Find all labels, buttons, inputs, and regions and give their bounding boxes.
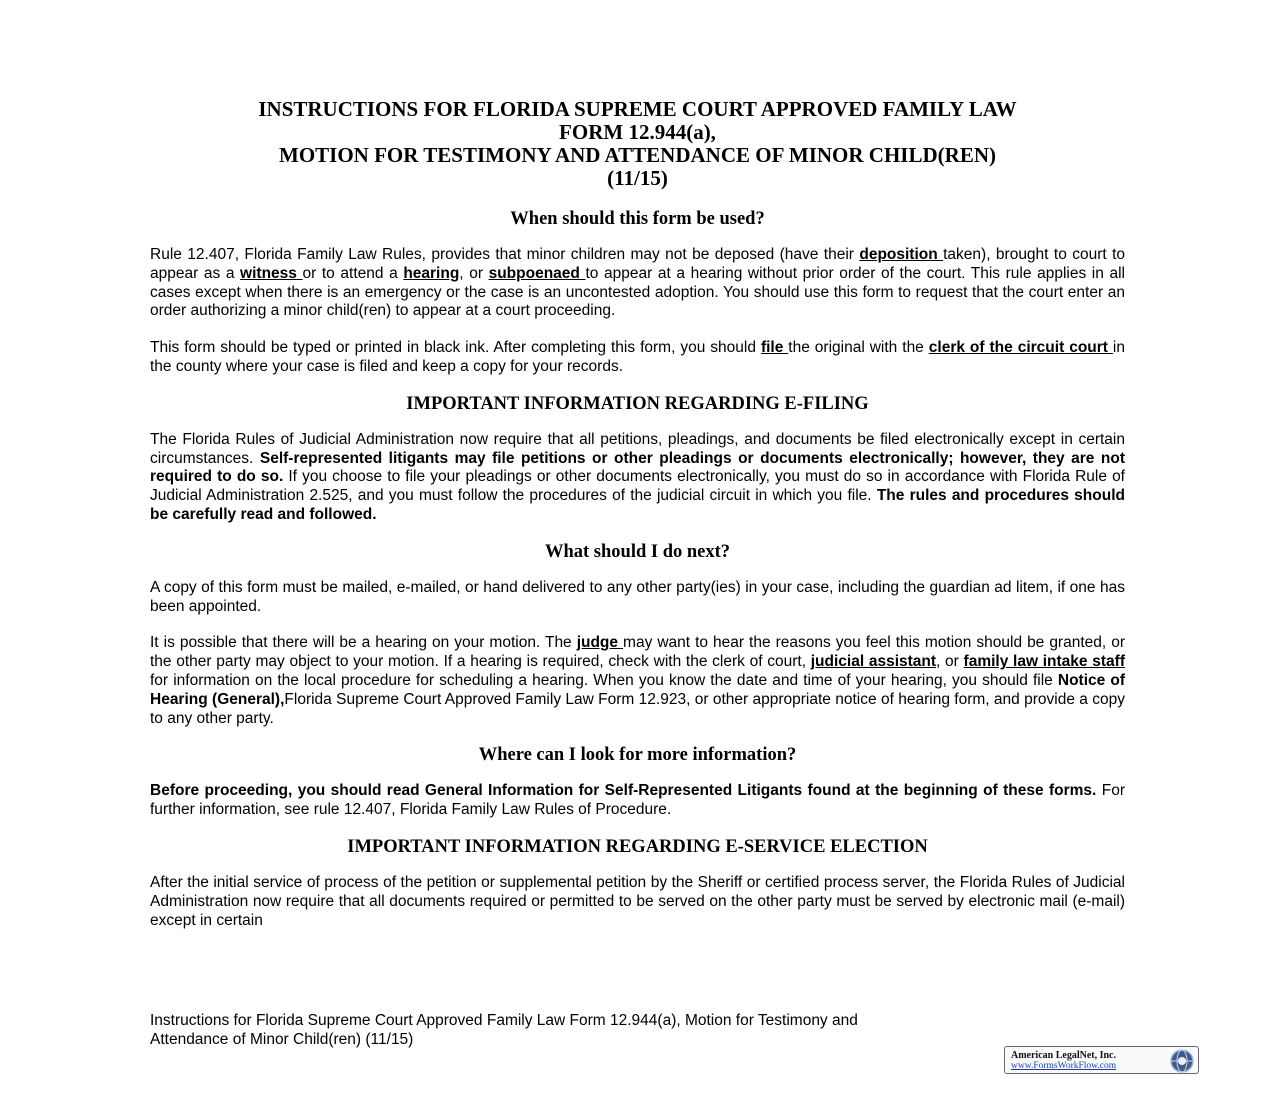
link-judicial-assistant[interactable]: judicial assistant [810,653,937,671]
page-footer [150,1012,1125,1050]
paragraph-e-service: After the initial service of process of the petition or supplemental petition by the Sheriff or certified process server, the Florida Rules of Judicial Administration now require that all documents required or permitted to be served on the other party must be served by electronic mail (e-mail) except in certain [150,873,1125,929]
heading-e-filing: IMPORTANT INFORMATION REGARDING E-FILING [406,393,869,414]
heading-what-next: What should I do next? [544,541,731,562]
heading-more-information: Where can I look for more information? [478,745,797,766]
footer-line-1: Instructions for Florida Supreme Court Approved Family Law Form 12.944(a), Motion for Testimony and [150,1012,858,1029]
link-witness[interactable]: witness [240,264,303,282]
american-legalnet-badge[interactable] [1004,1046,1199,1074]
heading-when-used: When should this form be used? [510,209,765,229]
link-file[interactable]: file [760,339,789,357]
badge-company-name: American LegalNet, Inc. [1011,1050,1116,1061]
globe-logo-icon [1169,1048,1195,1074]
paragraph-rule-12-407: Rule 12.407, Florida Family Law Rules, provides that minor children may not be deposed (have their deposition taken), brought to court to appear as a witness or to attend a hearing, or subpoenaed to appear at a hearing without prior order of the court. This rule applies in all cases except when there is an emergency or the case is an uncontested adoption. You should use this form to request that the court enter an order authorizing a minor child(ren) to appear at a court proceeding. [150,246,1125,320]
paragraph-e-filing: The Florida Rules of Judicial Administration now require that all petitions, pleadings, and documents be filed electronically except in certain circumstances. Self-represented litigants may file petitions or other pleadings or documents electronically; however, they are not required to do so. If you choose to file your pleadings or other documents electronically, you must do so in accordance with Florida Rule of Judicial Administration 2.525, and you must follow the procedures of the judicial circuit in which you file. The rules and procedures should be carefully read and followed. [150,430,1125,523]
link-subpoenaed[interactable]: subpoenaed [488,264,586,282]
document-title [150,98,1125,190]
link-deposition[interactable]: deposition [859,246,944,263]
paragraph-hearing: It is possible that there will be a hearing on your motion. The judge may want to hear the reasons you feel this motion should be granted, or the other party may object to your motion. If a hearing is required, check with the clerk of court, judicial assistant, or family law intake staff for information on the local procedure for scheduling a hearing. When you know the date and time of your hearing, you should file Notice of Hearing (General),Florida Supreme Court Approved Family Law Form 12.923, or other appropriate notice of hearing form, and provide a copy to any other party. [150,634,1125,727]
paragraph-filing: This form should be typed or printed in black ink. After completing this form, you should file the original with the clerk of the circuit court in the county where your case is filed and keep a copy for your records. [150,339,1125,375]
link-family-law-intake-staff[interactable]: family law intake staff [963,653,1125,671]
title-line-1: INSTRUCTIONS FOR FLORIDA SUPREME COURT APPROVED FAMILY LAW [258,97,1017,121]
title-line-2: FORM 12.944(a), [559,120,716,144]
link-hearing[interactable]: hearing [403,264,460,282]
title-line-4: (11/15) [607,166,668,190]
badge-url-link[interactable]: www.FormsWorkFlow.com [1011,1061,1117,1071]
link-clerk-of-circuit-court[interactable]: clerk of the circuit court [928,339,1113,357]
title-line-3: MOTION FOR TESTIMONY AND ATTENDANCE OF MINOR CHILD(REN) [279,143,996,167]
link-judge[interactable]: judge [576,634,624,652]
heading-e-service: IMPORTANT INFORMATION REGARDING E-SERVICE ELECTION [347,836,928,857]
footer-line-2: Attendance of Minor Child(ren) (11/15) [150,1030,414,1048]
paragraph-copy-delivery: A copy of this form must be mailed, e-mailed, or hand delivered to any other party(ies) in your case, including the guardian ad litem, if one has been appointed. [150,578,1125,615]
paragraph-more-information: Before proceeding, you should read General Information for Self-Represented Litigants found at the beginning of these forms. For further information, see rule 12.407, Florida Family Law Rules of Procedure. [150,782,1126,819]
document-page [150,98,1125,930]
